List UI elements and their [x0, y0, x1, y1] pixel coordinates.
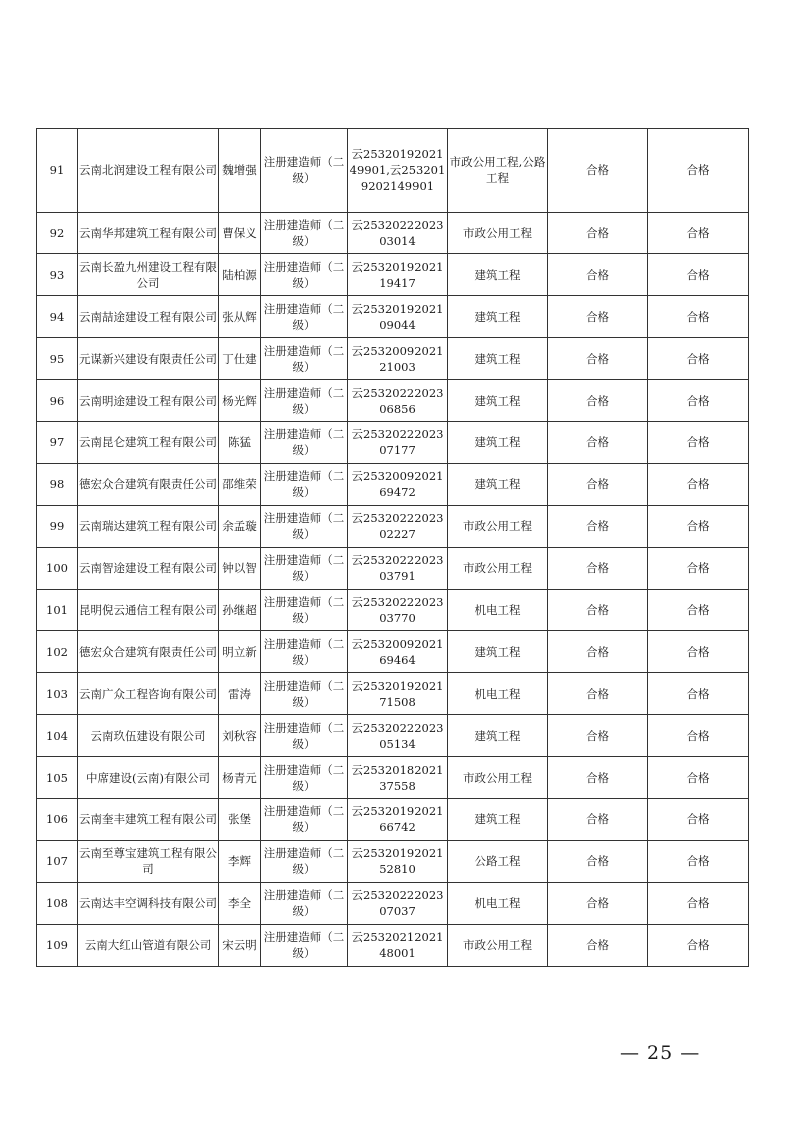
company-name: 云南至尊宝建筑工程有限公司 [78, 840, 219, 882]
table-row [37, 673, 749, 715]
certificate-type: 注册建造师（二级） [261, 254, 348, 296]
row-number: 92 [37, 212, 78, 254]
result-2: 合格 [648, 798, 749, 840]
person-name: 钟以智 [219, 547, 261, 589]
registration-number: 云2532022202302227 [348, 505, 448, 547]
specialty: 市政公用工程 [448, 212, 548, 254]
registration-number: 云2532022202303791 [348, 547, 448, 589]
company-name: 云南智途建设工程有限公司 [78, 547, 219, 589]
person-name: 李辉 [219, 840, 261, 882]
row-number: 91 [37, 129, 78, 213]
result-2: 合格 [648, 212, 749, 254]
specialty: 建筑工程 [448, 421, 548, 463]
table-row [37, 547, 749, 589]
specialty: 公路工程 [448, 840, 548, 882]
table-row [37, 212, 749, 254]
result-2: 合格 [648, 380, 749, 422]
specialty: 机电工程 [448, 589, 548, 631]
registration-number: 云2532022202307177 [348, 421, 448, 463]
person-name: 陈猛 [219, 421, 261, 463]
certificate-type: 注册建造师（二级） [261, 924, 348, 966]
certificate-type: 注册建造师（二级） [261, 463, 348, 505]
certificate-type: 注册建造师（二级） [261, 631, 348, 673]
table-row [37, 463, 749, 505]
company-name: 中席建设(云南)有限公司 [78, 757, 219, 799]
specialty: 建筑工程 [448, 631, 548, 673]
result-2: 合格 [648, 589, 749, 631]
person-name: 魏增强 [219, 129, 261, 213]
company-name: 云南长盈九州建设工程有限公司 [78, 254, 219, 296]
result-1: 合格 [548, 924, 648, 966]
table-row [37, 129, 749, 213]
company-name: 云南瑞达建筑工程有限公司 [78, 505, 219, 547]
certificate-type: 注册建造师（二级） [261, 212, 348, 254]
result-2: 合格 [648, 296, 749, 338]
specialty: 建筑工程 [448, 338, 548, 380]
certificate-type: 注册建造师（二级） [261, 129, 348, 213]
company-name: 云南明途建设工程有限公司 [78, 380, 219, 422]
specialty: 建筑工程 [448, 296, 548, 338]
person-name: 刘秋容 [219, 715, 261, 757]
registration-number: 云2532019202166742 [348, 798, 448, 840]
table-row [37, 924, 749, 966]
table-row [37, 338, 749, 380]
result-1: 合格 [548, 129, 648, 213]
row-number: 102 [37, 631, 78, 673]
registration-number: 云2532019202171508 [348, 673, 448, 715]
table-row [37, 380, 749, 422]
result-1: 合格 [548, 296, 648, 338]
registration-number: 云2532009202169464 [348, 631, 448, 673]
registration-number: 云2532009202169472 [348, 463, 448, 505]
certificate-type: 注册建造师（二级） [261, 338, 348, 380]
table-row [37, 296, 749, 338]
result-2: 合格 [648, 924, 749, 966]
table-row [37, 882, 749, 924]
certificate-type: 注册建造师（二级） [261, 421, 348, 463]
specialty: 市政公用工程 [448, 547, 548, 589]
certificate-type: 注册建造师（二级） [261, 673, 348, 715]
table-row [37, 757, 749, 799]
registration-number: 云2532022202307037 [348, 882, 448, 924]
specialty: 机电工程 [448, 882, 548, 924]
result-2: 合格 [648, 715, 749, 757]
results-table [36, 128, 749, 967]
person-name: 宋云明 [219, 924, 261, 966]
row-number: 94 [37, 296, 78, 338]
table-row [37, 254, 749, 296]
company-name: 云南大红山管道有限公司 [78, 924, 219, 966]
registration-number: 云2532022202306856 [348, 380, 448, 422]
person-name: 雷涛 [219, 673, 261, 715]
result-1: 合格 [548, 338, 648, 380]
certificate-type: 注册建造师（二级） [261, 715, 348, 757]
company-name: 云南玖伍建设有限公司 [78, 715, 219, 757]
registration-number: 云2532018202137558 [348, 757, 448, 799]
result-1: 合格 [548, 421, 648, 463]
certificate-type: 注册建造师（二级） [261, 589, 348, 631]
specialty: 机电工程 [448, 673, 548, 715]
result-1: 合格 [548, 757, 648, 799]
registration-number: 云2532009202121003 [348, 338, 448, 380]
specialty: 市政公用工程 [448, 757, 548, 799]
row-number: 97 [37, 421, 78, 463]
registration-number: 云2532019202109044 [348, 296, 448, 338]
registration-number: 云2532022202303014 [348, 212, 448, 254]
result-2: 合格 [648, 840, 749, 882]
registration-number: 云2532022202303770 [348, 589, 448, 631]
certificate-type: 注册建造师（二级） [261, 505, 348, 547]
company-name: 德宏众合建筑有限责任公司 [78, 463, 219, 505]
person-name: 孙继超 [219, 589, 261, 631]
company-name: 云南达丰空调科技有限公司 [78, 882, 219, 924]
result-1: 合格 [548, 882, 648, 924]
result-1: 合格 [548, 505, 648, 547]
page-number: — 25 — [620, 1042, 701, 1064]
row-number: 104 [37, 715, 78, 757]
result-1: 合格 [548, 631, 648, 673]
table-row [37, 631, 749, 673]
result-2: 合格 [648, 421, 749, 463]
table-body [37, 129, 749, 967]
result-1: 合格 [548, 547, 648, 589]
company-name: 云南广众工程咨询有限公司 [78, 673, 219, 715]
certificate-type: 注册建造师（二级） [261, 547, 348, 589]
registration-number: 云2532019202152810 [348, 840, 448, 882]
person-name: 明立新 [219, 631, 261, 673]
company-name: 昆明倪云通信工程有限公司 [78, 589, 219, 631]
row-number: 95 [37, 338, 78, 380]
registration-number: 云2532021202148001 [348, 924, 448, 966]
row-number: 98 [37, 463, 78, 505]
table-row [37, 505, 749, 547]
result-1: 合格 [548, 715, 648, 757]
company-name: 云南华邦建筑工程有限公司 [78, 212, 219, 254]
row-number: 103 [37, 673, 78, 715]
registration-number: 云2532022202305134 [348, 715, 448, 757]
company-name: 元谋新兴建设有限责任公司 [78, 338, 219, 380]
result-1: 合格 [548, 840, 648, 882]
certificate-type: 注册建造师（二级） [261, 882, 348, 924]
company-name: 云南喆途建设工程有限公司 [78, 296, 219, 338]
result-2: 合格 [648, 757, 749, 799]
specialty: 建筑工程 [448, 463, 548, 505]
person-name: 丁仕建 [219, 338, 261, 380]
table-row [37, 715, 749, 757]
company-name: 德宏众合建筑有限责任公司 [78, 631, 219, 673]
result-2: 合格 [648, 673, 749, 715]
specialty: 建筑工程 [448, 254, 548, 296]
registration-number: 云2532019202119417 [348, 254, 448, 296]
person-name: 张从辉 [219, 296, 261, 338]
specialty: 市政公用工程 [448, 924, 548, 966]
table-row [37, 840, 749, 882]
result-1: 合格 [548, 589, 648, 631]
certificate-type: 注册建造师（二级） [261, 296, 348, 338]
row-number: 109 [37, 924, 78, 966]
result-2: 合格 [648, 129, 749, 213]
specialty: 建筑工程 [448, 715, 548, 757]
row-number: 105 [37, 757, 78, 799]
result-2: 合格 [648, 254, 749, 296]
person-name: 曹保义 [219, 212, 261, 254]
result-1: 合格 [548, 254, 648, 296]
specialty: 建筑工程 [448, 380, 548, 422]
person-name: 杨青元 [219, 757, 261, 799]
row-number: 93 [37, 254, 78, 296]
person-name: 邵维荣 [219, 463, 261, 505]
person-name: 余孟璇 [219, 505, 261, 547]
company-name: 云南北润建设工程有限公司 [78, 129, 219, 213]
certificate-type: 注册建造师（二级） [261, 380, 348, 422]
company-name: 云南昆仑建筑工程有限公司 [78, 421, 219, 463]
registration-number: 云2532019202149901,云2532019202149901 [348, 129, 448, 213]
table-row [37, 798, 749, 840]
certificate-type: 注册建造师（二级） [261, 757, 348, 799]
person-name: 张堡 [219, 798, 261, 840]
row-number: 106 [37, 798, 78, 840]
result-1: 合格 [548, 380, 648, 422]
person-name: 陆柏源 [219, 254, 261, 296]
row-number: 107 [37, 840, 78, 882]
result-2: 合格 [648, 547, 749, 589]
row-number: 99 [37, 505, 78, 547]
person-name: 李全 [219, 882, 261, 924]
result-2: 合格 [648, 882, 749, 924]
result-2: 合格 [648, 463, 749, 505]
person-name: 杨光辉 [219, 380, 261, 422]
specialty: 市政公用工程 [448, 505, 548, 547]
result-1: 合格 [548, 463, 648, 505]
row-number: 108 [37, 882, 78, 924]
table-row [37, 421, 749, 463]
specialty: 建筑工程 [448, 798, 548, 840]
result-1: 合格 [548, 673, 648, 715]
table-row [37, 589, 749, 631]
specialty: 市政公用工程,公路工程 [448, 129, 548, 213]
result-1: 合格 [548, 798, 648, 840]
row-number: 96 [37, 380, 78, 422]
row-number: 100 [37, 547, 78, 589]
result-2: 合格 [648, 338, 749, 380]
certificate-type: 注册建造师（二级） [261, 840, 348, 882]
company-name: 云南奎丰建筑工程有限公司 [78, 798, 219, 840]
result-2: 合格 [648, 505, 749, 547]
row-number: 101 [37, 589, 78, 631]
result-2: 合格 [648, 631, 749, 673]
result-1: 合格 [548, 212, 648, 254]
certificate-type: 注册建造师（二级） [261, 798, 348, 840]
